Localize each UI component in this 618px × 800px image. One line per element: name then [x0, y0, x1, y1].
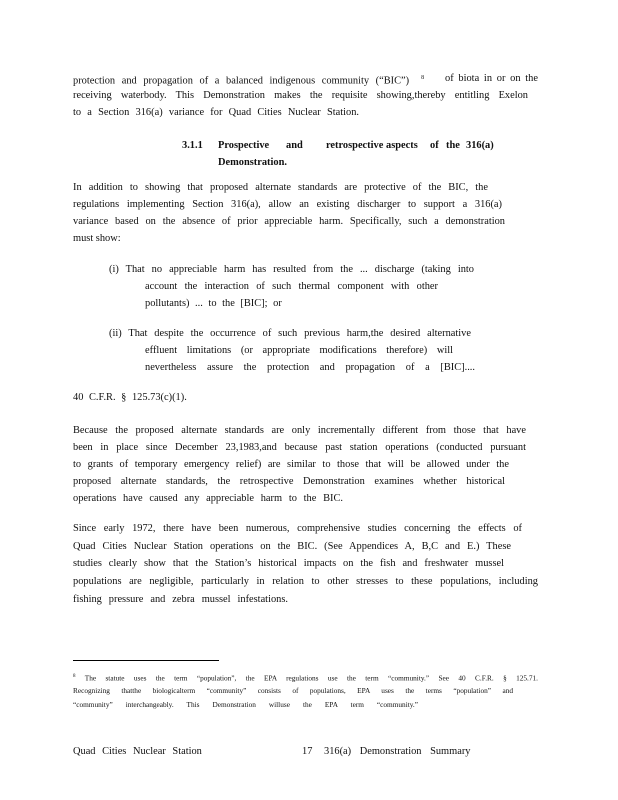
- quote-ii-line-1: (ii) That despite the occurrence of such previous harm,the desired alternative: [109, 328, 471, 339]
- footnote-line-3: “community” interchangeably. This Demonstration willuse the EPA term “community.”: [73, 700, 418, 709]
- quote-i-line-1: (i) That no appreciable harm has resulted from the ... discharge (taking into: [109, 264, 474, 275]
- quote-ii-line-3: nevertheless assure the protection and propagation of a [BIC]....: [145, 362, 475, 373]
- intro-line-1-text: protection and propagation of a balanced indigenous community (“BIC”): [73, 75, 410, 87]
- para1-line-1: In addition to showing that proposed alternate standards are protective of the BIC, the: [73, 182, 488, 193]
- para2-line-1: Because the proposed alternate standards are only incrementally different from those that have: [73, 425, 526, 436]
- footnote-separator: [73, 660, 219, 661]
- heading-word-4: aspects: [386, 140, 418, 151]
- footnote-line-2: Recognizing thatthe biologicalterm “community” consists of populations, EPA uses the terms “population” and: [73, 686, 513, 695]
- para1-line-4: must show:: [73, 233, 121, 244]
- para1-line-2: regulations implementing Section 316(a), allow an existing discharger to support a 316(a): [73, 199, 502, 210]
- heading-word-6: the: [446, 140, 460, 151]
- footer-document-title: 316(a) Demonstration Summary: [324, 746, 471, 757]
- footnote-reference: 8: [421, 75, 425, 81]
- para3-line-5: fishing pressure and zebra mussel infestations.: [73, 594, 288, 605]
- footnote-marker: 8: [73, 674, 76, 679]
- para3-line-4: populations are negligible, particularly in relation to other stresses to these populations, including: [73, 576, 538, 587]
- heading-word-2: and: [286, 140, 303, 151]
- intro-line-3: to a Section 316(a) variance for Quad Cities Nuclear Station.: [73, 107, 359, 118]
- para3-line-1: Since early 1972, there have been numerous, comprehensive studies concerning the effects of: [73, 523, 522, 534]
- quote-ii-line-2: effluent limitations (or appropriate modifications therefore) will: [145, 345, 453, 356]
- footnote-line-1: [73, 670, 538, 684]
- para3-line-3: studies clearly show that the Station’s historical impacts on the fish and freshwater mussel: [73, 558, 504, 569]
- heading-number: 3.1.1: [182, 140, 203, 151]
- para2-line-5: operations have caused any appreciable harm to the BIC.: [73, 493, 343, 504]
- heading-word-5: of: [430, 140, 439, 151]
- regulation-citation: 40 C.F.R. § 125.73(c)(1).: [73, 392, 187, 403]
- heading-word-7: 316(a): [466, 140, 494, 151]
- para2-line-4: proposed alternate standards, the retrospective Demonstration examines whether historical: [73, 476, 505, 487]
- footer-station-name: Quad Cities Nuclear Station: [73, 746, 202, 757]
- page-number: 17: [302, 746, 313, 757]
- heading-word-3: retrospective: [326, 140, 384, 151]
- para2-line-3: to grants of temporary emergency relief) are similar to those that will be allowed under the: [73, 459, 509, 470]
- quote-i-line-2: account the interaction of such thermal component with other: [145, 281, 438, 292]
- intro-line-2: receiving waterbody. This Demonstration makes the requisite showing,thereby entitling Exelon: [73, 90, 528, 101]
- heading-line-2: Demonstration.: [218, 157, 287, 168]
- para1-line-3: variance based on the absence of prior appreciable harm. Specifically, such a demonstration: [73, 216, 505, 227]
- para3-line-2: Quad Cities Nuclear Station operations on the BIC. (See Appendices A, B,C and E.) These: [73, 541, 511, 552]
- intro-line-1-tail: of biota in or on the: [445, 73, 538, 84]
- quote-i-line-3: pollutants) ... to the [BIC]; or: [145, 298, 282, 309]
- footnote-line-1-text: The statute uses the term “population”, the EPA regulations use the term “community.” See 40 C.F.R. § 125.71.: [84, 673, 538, 683]
- heading-word-1: Prospective: [218, 140, 270, 151]
- para2-line-2: been in place since December 23,1983,and because past station operations (conducted pursuant: [73, 442, 526, 453]
